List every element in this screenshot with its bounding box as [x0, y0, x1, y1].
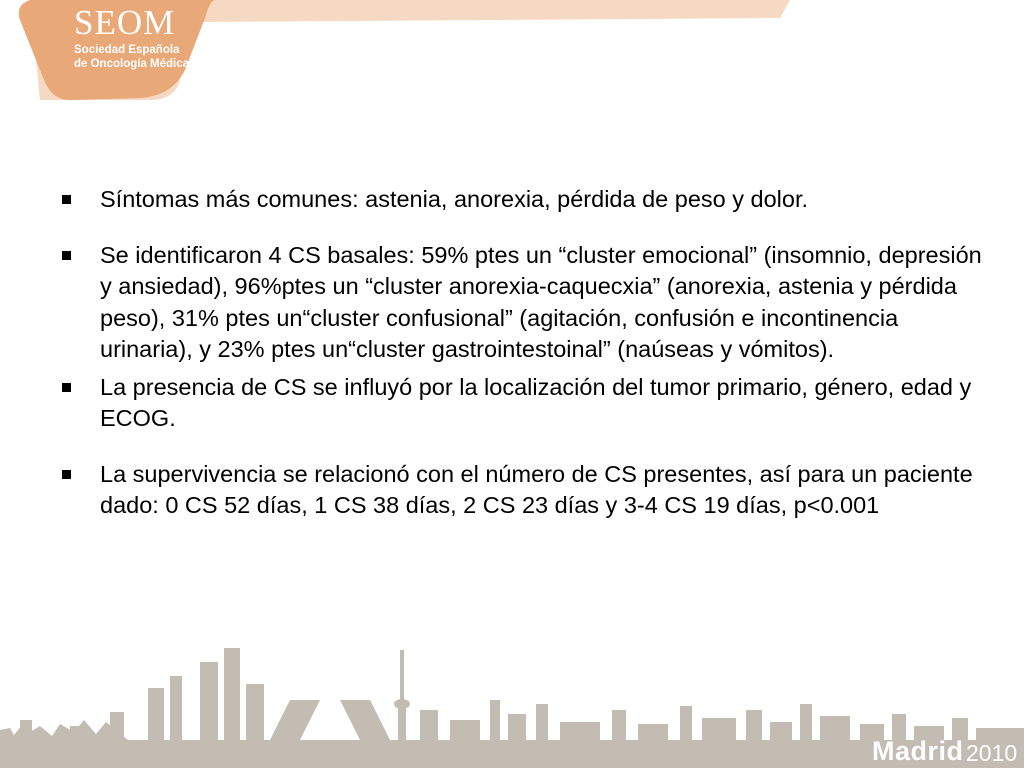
square-bullet-icon [62, 383, 71, 392]
bullet-list [62, 184, 982, 522]
bullet-item [62, 240, 982, 366]
logo-seom: SEOM [74, 3, 176, 42]
square-bullet-icon [62, 251, 71, 260]
bullet-text: La supervivencia se relacionó con el número de CS presentes, así para un paciente dado: 0 CS 52 días, 1 CS 38 días, 2 CS 23 días y 3-4 CS 19 días, p<0.001 [100, 460, 973, 518]
bullet-text: Se identificaron 4 CS basales: 59% ptes un “cluster emocional” (insomnio, depresión y ansiedad), 96%ptes un “cluster anorexia-caquecxia” (anorexia, astenia y pérdida peso), 31% ptes un“cluster confusional” (agitación, confusión e incontinencia urinaria), y 23% ptes un“cluster gastrointestoinal” (naúseas y vómitos). [100, 241, 982, 362]
bullet-text: La presencia de CS se influyó por la localización del tumor primario, género, edad y ECOG. [100, 373, 972, 431]
bullet-item [62, 184, 982, 216]
footer-year: 2010 [966, 740, 1018, 766]
bullet-item [62, 372, 982, 435]
square-bullet-icon [62, 195, 71, 204]
bullet-text: Síntomas más comunes: astenia, anorexia, pérdida de peso y dolor. [100, 186, 809, 212]
square-bullet-icon [62, 470, 71, 479]
logo-subtitle-line2: de Oncología Médica [74, 58, 190, 70]
logo-subtitle-line1: Sociedad Española [74, 44, 180, 56]
footer-city: Madrid [872, 736, 964, 766]
bullet-item [62, 459, 982, 522]
skyline-image [0, 640, 1024, 768]
